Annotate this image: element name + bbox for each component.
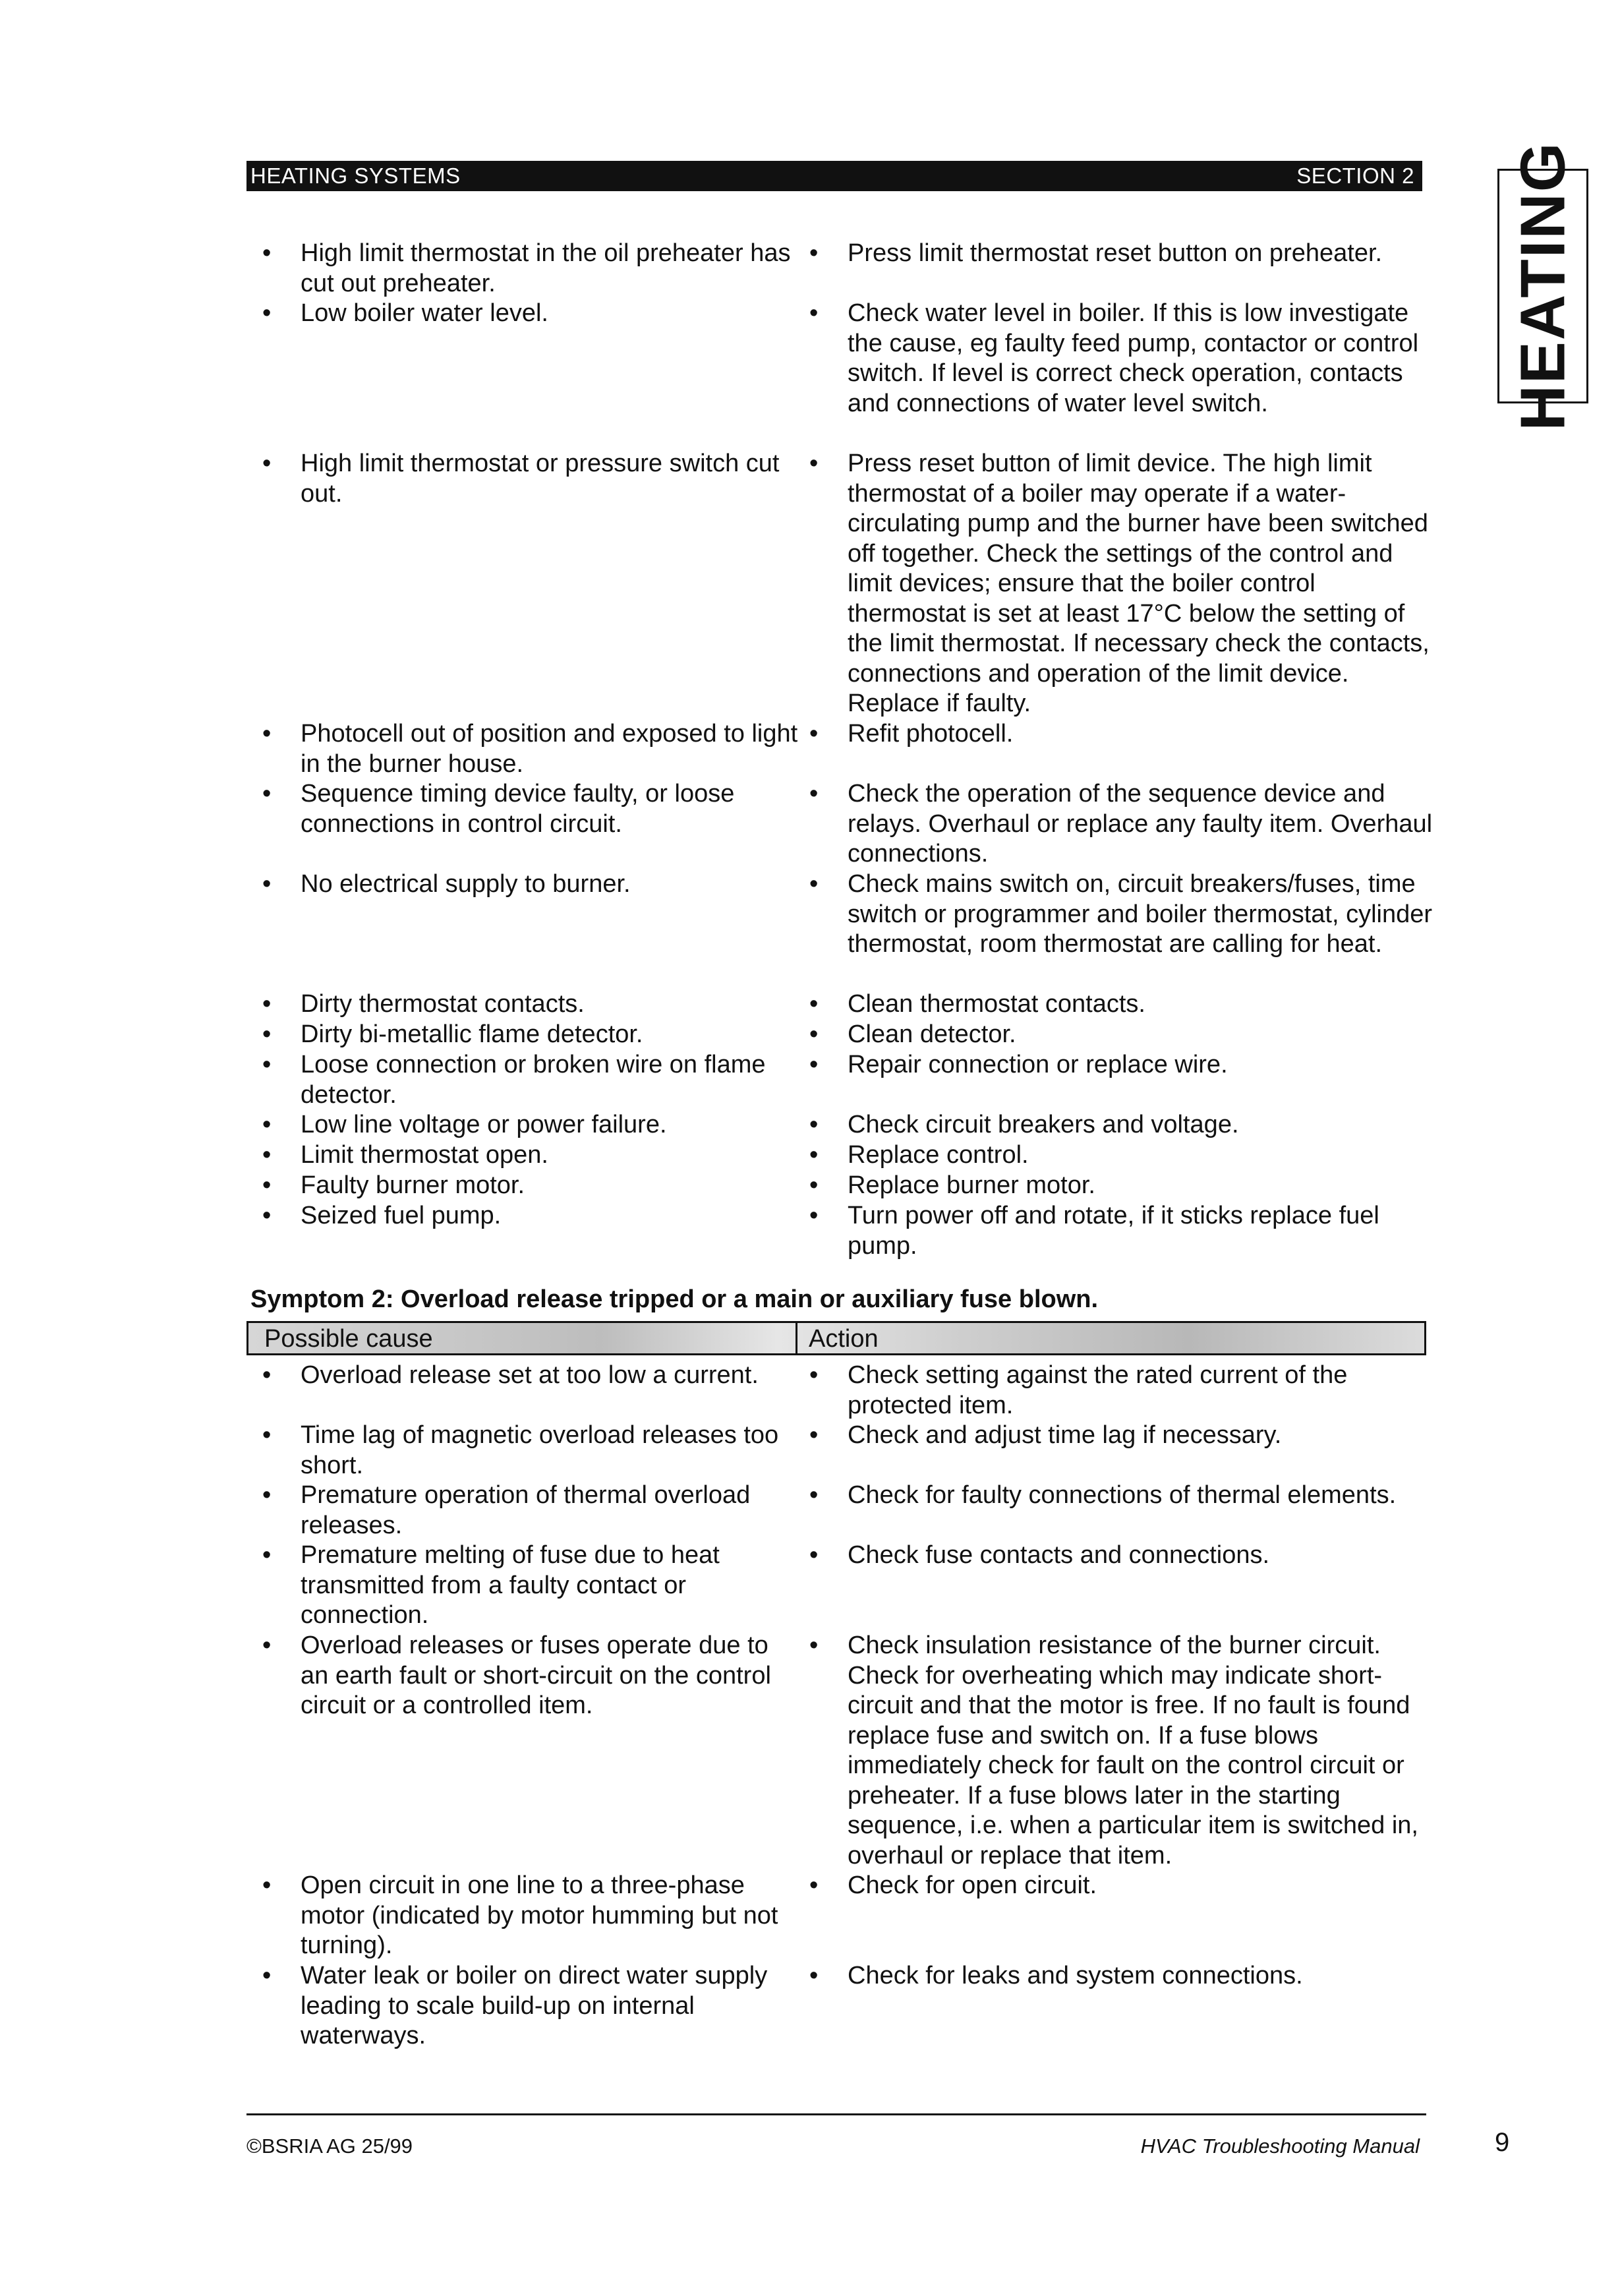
action-item: • Clean detector.	[794, 1020, 1439, 1050]
action-item: • Check and adjust time lag if necessary.	[794, 1421, 1439, 1451]
cause-item: • Limit thermostat open.	[246, 1140, 800, 1171]
column-header-action: Action	[809, 1325, 879, 1353]
cause-item: • Sequence timing device faulty, or loose connections in control circuit.	[246, 779, 800, 839]
header-title: HEATING SYSTEMS	[250, 163, 461, 188]
action-item: • Clean thermostat contacts.	[794, 989, 1439, 1020]
cause-item: • High limit thermostat or pressure switch cut out.	[246, 449, 800, 509]
action-item: • Press limit thermostat reset button on preheater.	[794, 239, 1439, 269]
action-item: • Replace control.	[794, 1140, 1439, 1171]
footer-manual-title: HVAC Troubleshooting Manual	[1140, 2134, 1420, 2158]
cause-item: • Water leak or boiler on direct water supply leading to scale build-up on internal waterways.	[246, 1961, 800, 2051]
action-item: • Press reset button of limit device. The high limit thermostat of a boiler may operate if a water-circulating pump and the burner have been switched off together. Check the settings of the control and limit devices; ensure that the boiler control thermostat is set at least 17°C below the setting of the limit thermostat. If necessary check the contacts, connections and operation of the limit device. Replace if faulty.	[794, 449, 1439, 719]
cause-item: • Faulty burner motor.	[246, 1171, 800, 1201]
column-divider	[796, 1321, 797, 1355]
cause-item: • Dirty bi-metallic flame detector.	[246, 1020, 800, 1050]
section-header-bar	[246, 161, 1422, 191]
action-item: • Check mains switch on, circuit breakers/fuses, time switch or programmer and boiler thermostat, cylinder thermostat, room thermostat are calling for heat.	[794, 869, 1439, 960]
column-header-cause: Possible cause	[264, 1325, 433, 1353]
symptom-2-heading: Symptom 2: Overload release tripped or a main or auxiliary fuse blown.	[250, 1285, 1099, 1313]
cause-item: • No electrical supply to burner.	[246, 869, 800, 900]
table-header	[246, 1321, 1426, 1355]
cause-item: • Photocell out of position and exposed to light in the burner house.	[246, 719, 800, 779]
cause-item: • High limit thermostat in the oil preheater has cut out preheater.	[246, 239, 800, 299]
side-tab-heating	[1497, 141, 1588, 431]
action-item: • Check for faulty connections of thermal elements.	[794, 1481, 1439, 1511]
action-item: • Check for open circuit.	[794, 1871, 1439, 1901]
action-item: • Check circuit breakers and voltage.	[794, 1110, 1439, 1140]
cause-item: • Premature operation of thermal overload releases.	[246, 1481, 800, 1541]
action-item: • Check fuse contacts and connections.	[794, 1541, 1439, 1571]
cause-item: • Overload releases or fuses operate due to an earth fault or short-circuit on the control circuit or a controlled item.	[246, 1631, 800, 1721]
cause-item: • Low boiler water level.	[246, 299, 800, 329]
action-item: • Check the operation of the sequence device and relays. Overhaul or replace any faulty item. Overhaul connections.	[794, 779, 1439, 869]
cause-item: • Loose connection or broken wire on flame detector.	[246, 1050, 800, 1110]
cause-item: • Premature melting of fuse due to heat transmitted from a faulty contact or connection.	[246, 1541, 800, 1631]
footer-copyright: ©BSRIA AG 25/99	[246, 2134, 413, 2158]
action-item: • Turn power off and rotate, if it sticks replace fuel pump.	[794, 1201, 1439, 1261]
header-section: SECTION 2	[1296, 163, 1414, 188]
action-item: • Repair connection or replace wire.	[794, 1050, 1439, 1080]
action-item: • Refit photocell.	[794, 719, 1439, 750]
cause-item: • Seized fuel pump.	[246, 1201, 800, 1231]
footer-rule	[246, 2113, 1426, 2115]
action-item: • Check for leaks and system connections.	[794, 1961, 1439, 1991]
cause-item: • Low line voltage or power failure.	[246, 1110, 800, 1140]
cause-item: • Overload release set at too low a current.	[246, 1361, 800, 1391]
cause-item: • Open circuit in one line to a three-phase motor (indicated by motor humming but not turning).	[246, 1871, 800, 1961]
cause-item: • Dirty thermostat contacts.	[246, 989, 800, 1020]
action-item: • Check setting against the rated current of the protected item.	[794, 1361, 1439, 1421]
side-tab-label: HEATING	[1507, 141, 1578, 431]
action-item: • Check water level in boiler. If this is low investigate the cause, eg faulty feed pump, contactor or control switch. If level is correct check operation, contacts and connections of water level switch.	[794, 299, 1439, 419]
cause-item: • Time lag of magnetic overload releases too short.	[246, 1421, 800, 1481]
action-item: • Replace burner motor.	[794, 1171, 1439, 1201]
action-item: • Check insulation resistance of the burner circuit. Check for overheating which may indicate short-circuit and that the motor is free. If no fault is found replace fuse and switch on. If a fuse blows immediately check for fault on the control circuit or preheater. If a fuse blows later in the starting sequence, i.e. when a particular item is switched in, overhaul or replace that item.	[794, 1631, 1439, 1871]
page-number: 9	[1495, 2128, 1510, 2157]
